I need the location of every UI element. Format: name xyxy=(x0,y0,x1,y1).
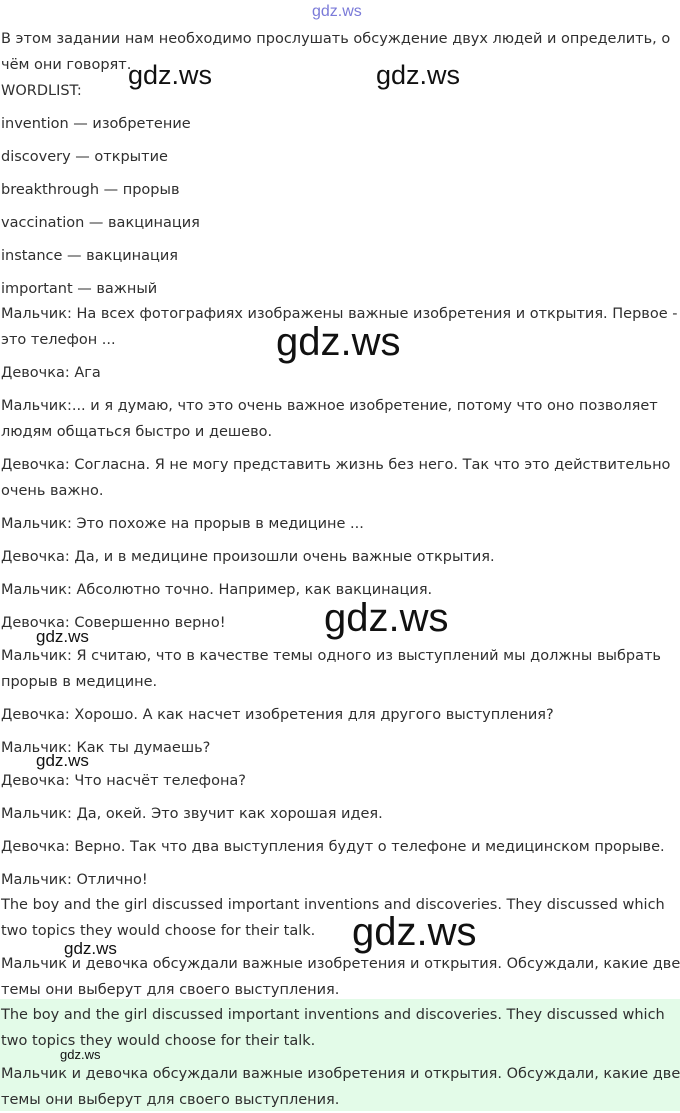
dialogue-line: людям общаться быстро и дешево. xyxy=(1,424,273,440)
watermark-text: gdz.ws xyxy=(352,910,477,954)
intro-line: чём они говорят. xyxy=(1,57,132,73)
summary-line: темы они выберут для своего выступления. xyxy=(1,982,340,998)
summary-line: The boy and the girl discussed important inventions and discoveries. They discussed which xyxy=(1,897,665,913)
wordlist-item: breakthrough — прорыв xyxy=(1,182,180,198)
dialogue-line: Девочка: Ага xyxy=(1,365,101,381)
dialogue-line: Мальчик: Отлично! xyxy=(1,872,148,888)
summary-line: Мальчик и девочка обсуждали важные изобретения и открытия. Обсуждали, какие две xyxy=(1,956,680,972)
watermark-text: gdz.ws xyxy=(376,60,461,90)
answer-line: two topics they would choose for their talk. xyxy=(1,1033,316,1049)
dialogue-line: Мальчик: На всех фотографиях изображены важные изобретения и открытия. Первое - xyxy=(1,306,678,322)
dialogue-line: Мальчик: Как ты думаешь? xyxy=(1,740,211,756)
wordlist-item: instance — вакцинация xyxy=(1,248,179,264)
dialogue-line: Девочка: Хорошо. А как насчет изобретения для другого выступления? xyxy=(1,707,554,723)
answer-line: Мальчик и девочка обсуждали важные изобретения и открытия. Обсуждали, какие две xyxy=(1,1066,680,1082)
dialogue-line: Девочка: Что насчёт телефона? xyxy=(1,773,247,789)
wordlist-item: discovery — открытие xyxy=(1,149,168,165)
dialogue-line: очень важно. xyxy=(1,483,104,499)
watermark-text: gdz.ws xyxy=(36,751,89,770)
intro-line: В этом задании нам необходимо прослушать обсуждение двух людей и определить, о xyxy=(1,31,671,47)
watermark-text: gdz.ws xyxy=(276,320,401,364)
answer-line: темы они выберут для своего выступления. xyxy=(1,1092,340,1108)
wordlist-item: important — важный xyxy=(1,281,158,297)
watermark-text: gdz.ws xyxy=(324,596,449,640)
watermark-text: gdz.ws xyxy=(312,3,362,20)
dialogue-line: Девочка: Да, и в медицине произошли очень важные открытия. xyxy=(1,549,495,565)
watermark-text: gdz.ws xyxy=(60,1047,101,1062)
dialogue-line: Девочка: Согласна. Я не могу представить жизнь без него. Так что это действительно xyxy=(1,457,671,473)
dialogue-line: Мальчик: Да, окей. Это звучит как хорошая идея. xyxy=(1,806,383,822)
wordlist-heading: WORDLIST: xyxy=(1,83,82,99)
dialogue-line: прорыв в медицине. xyxy=(1,674,158,690)
watermark-text: gdz.ws xyxy=(128,60,213,90)
dialogue-line: это телефон ... xyxy=(1,332,116,348)
watermark-text: gdz.ws xyxy=(36,627,89,646)
dialogue-line: Девочка: Верно. Так что два выступления будут о телефоне и медицинском прорыве. xyxy=(1,839,665,855)
watermark-text: gdz.ws xyxy=(64,939,117,958)
dialogue-line: Девочка: Совершенно верно! xyxy=(1,615,226,631)
dialogue-line: Мальчик: Абсолютно точно. Например, как вакцинация. xyxy=(1,582,433,598)
answer-line: The boy and the girl discussed important inventions and discoveries. They discussed which xyxy=(1,1007,665,1023)
wordlist-item: vaccination — вакцинация xyxy=(1,215,200,231)
dialogue-line: Мальчик: Я считаю, что в качестве темы одного из выступлений мы должны выбрать xyxy=(1,648,661,664)
dialogue-line: Мальчик:... и я думаю, что это очень важное изобретение, потому что оно позволяет xyxy=(1,398,658,414)
dialogue-line: Мальчик: Это похоже на прорыв в медицине ... xyxy=(1,516,364,532)
summary-line: two topics they would choose for their talk. xyxy=(1,923,316,939)
wordlist-item: invention — изобретение xyxy=(1,116,191,132)
